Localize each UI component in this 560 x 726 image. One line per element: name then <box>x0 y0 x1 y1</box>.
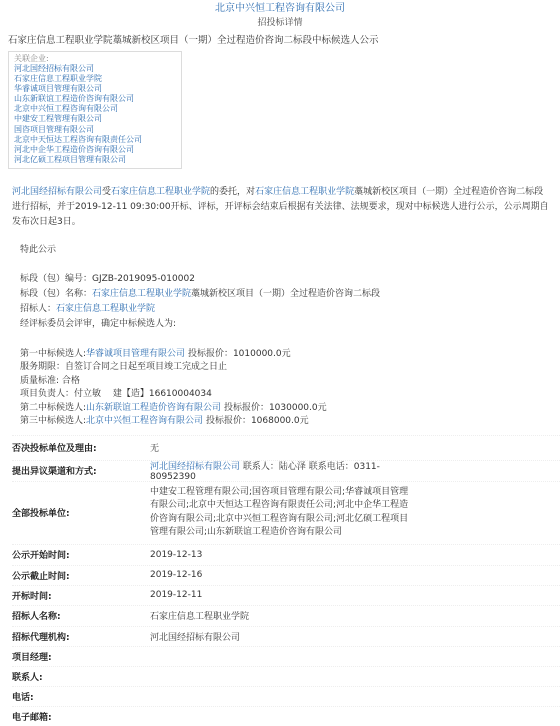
intro-text: 藁城新校区项目（一期）全过程造价咨询二标段进行招标， <box>12 186 544 212</box>
third-candidate <box>20 415 560 429</box>
agent-link[interactable]: 河北国经招标有限公司 <box>12 186 103 197</box>
label: 第二中标候选人: <box>20 402 87 413</box>
table-row <box>12 544 560 565</box>
row-value: 2019-12-11 <box>150 590 203 601</box>
price: 投标报价：1030000.0元 <box>223 402 327 413</box>
page-subtitle: 招投标详情 <box>257 18 303 28</box>
intro-text: 受 <box>102 186 112 197</box>
row-label: 联系人: <box>12 672 43 683</box>
tenderer-link[interactable]: 石家庄信息工程职业学院 <box>56 303 156 314</box>
row-label: 提出异议渠道和方式: <box>12 467 97 478</box>
notice-title: 石家庄信息工程职业学院藁城新校区项目（一期）全过程造价咨询二标段中标候选人公示 <box>8 35 379 46</box>
project-manager: 项目负责人：付立敏 建【造】16610004034 <box>20 389 212 400</box>
value: 藁城新校区项目（一期）全过程造价咨询二标段 <box>191 288 381 299</box>
row-value: 2019-12-13 <box>150 549 203 560</box>
related-company-link[interactable]: 中建安工程管理有限公司 <box>14 114 102 124</box>
row-label: 公示开始时间: <box>12 551 70 562</box>
related-company-link[interactable]: 山东新联谊工程造价咨询有限公司 <box>14 94 134 104</box>
related-company-link[interactable]: 华睿诚项目管理有限公司 <box>14 84 102 94</box>
first-candidate <box>20 348 560 362</box>
table-row <box>12 460 560 481</box>
row-value: 无 <box>150 444 160 455</box>
related-company-link[interactable]: 北京中兴恒工程咨询有限公司 <box>14 104 118 114</box>
label: 标段（包）编号： <box>20 273 93 284</box>
owner-link[interactable]: 石家庄信息工程职业学院 <box>92 288 192 299</box>
table-row <box>12 605 560 626</box>
section-info <box>0 272 560 332</box>
intro-text: 的委托，对 <box>210 186 256 197</box>
label: 招标人： <box>20 303 57 314</box>
related-label: 关联企业: <box>14 54 49 63</box>
table-row <box>12 706 560 726</box>
notice-statement: 特此公示 <box>20 244 57 255</box>
row-value: 2019-12-16 <box>150 570 203 581</box>
table-row <box>12 686 560 706</box>
label: 第三中标候选人: <box>20 416 87 427</box>
row-label: 全部投标单位: <box>12 509 70 520</box>
details-table <box>12 435 560 726</box>
table-row <box>12 481 560 544</box>
service-period: 服务期限：自签订合同之日起至项目竣工完成之日止 <box>20 362 228 373</box>
candidate-link[interactable]: 华睿诚项目管理有限公司 <box>86 348 186 359</box>
owner-link[interactable]: 石家庄信息工程职业学院 <box>111 186 211 197</box>
quality-standard: 质量标准: 合格 <box>20 375 80 386</box>
row-label: 电话: <box>12 692 34 703</box>
owner-link[interactable]: 石家庄信息工程职业学院 <box>255 186 355 197</box>
section-name <box>20 287 560 302</box>
row-label: 开标时间: <box>12 591 52 602</box>
row-label: 招标人名称: <box>12 612 61 623</box>
label: 标段（包）名称： <box>20 288 93 299</box>
label: 第一中标候选人: <box>20 348 87 359</box>
candidates-info <box>0 348 560 429</box>
intro-paragraph <box>12 185 550 230</box>
row-label: 项目经理: <box>12 652 52 663</box>
section-tenderer <box>20 302 560 317</box>
agent-link[interactable]: 河北国经招标有限公司 <box>150 632 241 643</box>
row-label: 电子邮箱: <box>12 712 52 723</box>
section-code <box>20 272 560 287</box>
price: 投标报价：1010000.0元 <box>187 348 291 359</box>
bidders-list[interactable]: 中建安工程管理有限公司;国咨项目管理有限公司;华睿诚项目管理有限公司;北京中天恒达工程咨询有限责任公司;河北中企华工程造价咨询有限公司;北京中兴恒工程咨询有限公司;河北亿硕工程项目管理有限公司;山东新联谊工程造价咨询有限公司 <box>150 486 409 538</box>
related-company-link[interactable]: 国咨项目管理有限公司 <box>14 124 94 134</box>
intro-text: 并于2019-12-11 09:30:00开标、评标，开评标会结束后根据有关法律、法规要求，现对中标候选人进行公示，公示周期自发布次日起3日。 <box>12 201 549 227</box>
table-row <box>12 435 560 460</box>
second-candidate <box>20 402 560 416</box>
price: 投标报价：1068000.0元 <box>205 416 309 427</box>
related-company-link[interactable]: 河北亿硕工程项目管理有限公司 <box>14 154 126 164</box>
related-company-link[interactable]: 河北国经招标有限公司 <box>14 64 94 73</box>
row-label: 否决投标单位及理由: <box>12 444 97 455</box>
related-companies-box <box>8 51 182 169</box>
value: GJZB-2019095-010002 <box>92 273 195 284</box>
table-row <box>12 666 560 686</box>
candidate-link[interactable]: 北京中兴恒工程咨询有限公司 <box>86 416 204 427</box>
committee-statement: 经评标委员会评审，确定中标候选人为: <box>20 318 177 329</box>
agent-link[interactable]: 河北国经招标有限公司 <box>150 462 241 473</box>
tenderer-link[interactable]: 石家庄信息工程职业学院 <box>150 612 250 623</box>
page-header <box>0 0 560 30</box>
table-row <box>12 646 560 666</box>
company-name-link[interactable]: 北京中兴恒工程咨询有限公司 <box>215 3 345 14</box>
row-label: 招标代理机构: <box>12 632 70 643</box>
table-row <box>12 585 560 605</box>
related-company-link[interactable]: 北京中天恒达工程咨询有限责任公司 <box>14 134 142 144</box>
row-value <box>150 459 416 482</box>
related-company-link[interactable]: 河北中企华工程造价咨询有限公司 <box>14 144 134 154</box>
contact-info: 联系人：陆心泽 联系电话：0311-80952390 <box>150 462 380 483</box>
row-label: 公示截止时间: <box>12 571 70 582</box>
table-row <box>12 626 560 646</box>
related-company-link[interactable]: 石家庄信息工程职业学院 <box>14 74 102 84</box>
table-row <box>12 565 560 585</box>
candidate-link[interactable]: 山东新联谊工程造价咨询有限公司 <box>86 402 222 413</box>
